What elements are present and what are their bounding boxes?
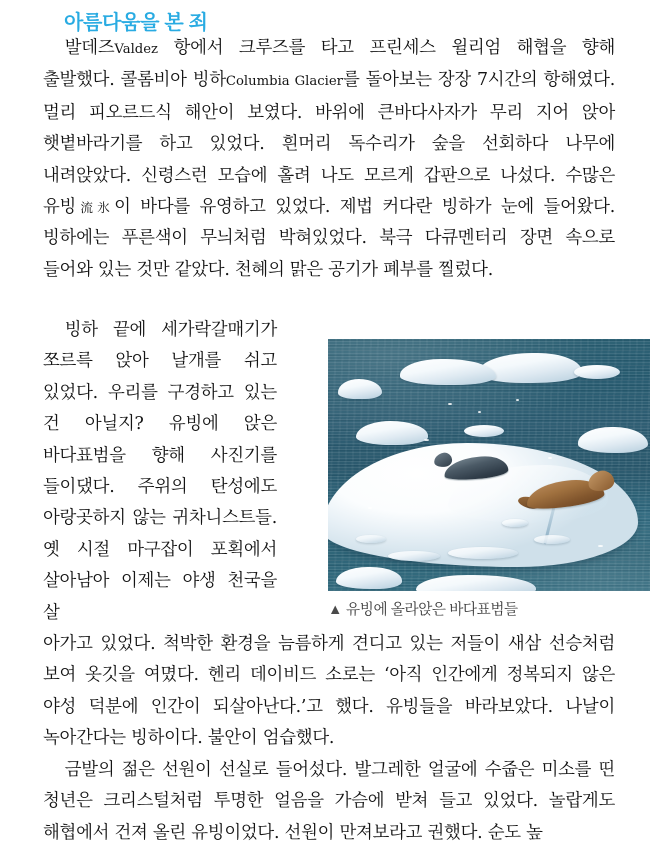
paragraph-opening [43, 33, 615, 286]
ice-floe-foreground [448, 547, 518, 559]
water-speck [424, 439, 429, 441]
water-speck [448, 403, 452, 405]
water-speck [368, 507, 372, 509]
paragraph-text-run: 이 바다를 유영하고 있었다. 제법 커다란 빙하가 눈에 들어왔다. 빙하에는 푸른색이 무늬처럼 박혀있었다. 북극 다큐멘터리 장면 속으로 들어와 있는 것만 같았다. 천혜의 맑은 공기가 폐부를 찔렀다. [43, 197, 615, 280]
paragraph-wrap-column: 빙하 끝에 세가락갈매기가 쪼르륵 앉아 날개를 쉬고 있었다. 우리를 구경하고 있는 건 아닐지? 유빙에 앉은 바다표범을 향해 사진기를 들이댔다. 주위의 탄성에도 아랑곳하지 않는 귀차니스트들. 옛 시절 마구잡이 포획에서 살아남아 이제는 야생 천국을 살 [43, 320, 277, 623]
inline-gloss-valdez: Valdez [114, 42, 158, 57]
ice-floe-foreground [534, 535, 570, 544]
water-speck [516, 399, 519, 401]
ice-floe-background [578, 427, 648, 453]
paragraph-text-run: 를 돌아보는 장장 7시간의 항해였다. 멀리 피오르드식 해안이 보였다. 바위에 큰바다사자가 무리 지어 앉아 햇볕바라기를 하고 있었다. 흰머리 독수리가 숲을 선회하다 나무에 내려앉았다. 신령스런 모습에 홀려 나도 모르게 갑판으로 나섰다. 수많은 유빙 [43, 70, 615, 218]
paragraph-text-run: 항에서 크루즈를 타고 프린세스 윌리엄 해협을 향해 출발했다. 콜롬비아 빙하 [43, 38, 615, 91]
inline-gloss-hanja-yubing: 流氷 [76, 200, 115, 216]
figure-caption-text: 유빙에 올라앉은 바다표범들 [346, 602, 518, 618]
paragraph-continuation: 아가고 있었다. 척박한 환경을 늠름하게 견디고 있는 저들이 새삼 선승처럼 보여 옷깃을 여몄다. 헨리 데이비드 소로는 ‘아직 인간에게 정복되지 않은 야성 덕분에 인간이 되살아난다.’고 했다. 유빙들을 바라보았다. 나날이 녹아간다는 빙하이다. 불안이 엄습했다. [43, 634, 615, 749]
ice-floe-foreground [388, 551, 440, 561]
ice-floe-background [574, 365, 620, 379]
water-speck [548, 457, 552, 459]
page-title: 아름다움을 본 죄 [64, 12, 208, 34]
figure-seals-on-ice [328, 339, 650, 619]
paragraph-text-run: 발데즈 [64, 38, 115, 58]
ice-floe-background [464, 425, 504, 437]
figure-caption [328, 598, 650, 619]
water-speck [478, 411, 481, 413]
paragraph-closing: 금발의 젊은 선원이 선실로 들어섰다. 발그레한 얼굴에 수줍은 미소를 띤 청년은 크리스털처럼 투명한 얼음을 가슴에 받쳐 들고 있었다. 놀랍게도 해협에서 건져 올린 유빙이었다. 선원이 만져보라고 권했다. 순도 높 [43, 760, 615, 843]
ice-floe-foreground [356, 535, 386, 543]
triangle-marker-icon: ▲ [328, 602, 343, 618]
ice-floe-foreground [502, 519, 528, 527]
inline-gloss-columbia-glacier: Columbia Glacier [225, 74, 343, 90]
ice-floe-foreground [336, 567, 402, 589]
photo-seals-on-ice [328, 339, 650, 591]
water-speck [598, 545, 603, 547]
ice-floe-background [338, 379, 382, 399]
ice-floe-background [356, 421, 428, 445]
